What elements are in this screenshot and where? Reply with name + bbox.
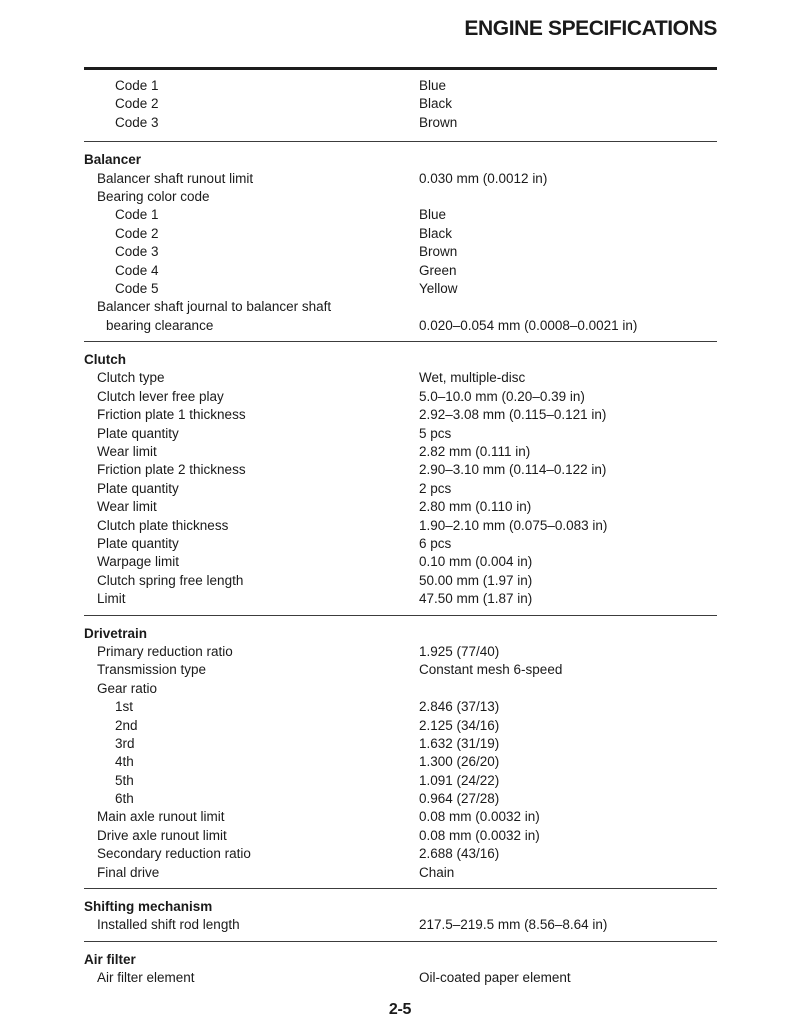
spec-label: Plate quantity [97,535,179,551]
spec-label: Balancer shaft runout limit [97,170,254,186]
spec-value: Brown [419,114,458,130]
spec-row [84,77,717,95]
spec-label: Code 1 [115,207,159,223]
page-content [84,0,717,994]
spec-row [84,388,717,406]
spec-label: Plate quantity [97,425,179,441]
spec-label: Limit [97,591,126,607]
spec-label: Primary reduction ratio [97,643,233,659]
spec-value: 1.90–2.10 mm (0.075–0.083 in) [419,517,608,533]
spec-row [84,262,717,280]
spec-label: Air filter element [97,970,195,986]
spec-value: Chain [419,864,455,880]
spec-value: 1.091 (24/22) [419,772,500,788]
spec-label: Balancer shaft journal to balancer shaft [97,299,332,315]
spec-table [84,70,717,994]
spec-row [84,916,717,934]
section-header: Clutch [84,352,126,368]
section-shifting-mechanism [84,888,717,941]
spec-value: Black [419,96,453,112]
spec-value: Green [419,262,457,278]
spec-row [84,969,717,987]
spec-value: Blue [419,207,447,223]
spec-row [84,443,717,461]
spec-value: Oil-coated paper element [419,970,571,986]
spec-label: Clutch plate thickness [97,517,229,533]
spec-label: Code 3 [115,114,159,130]
spec-value: 0.020–0.054 mm (0.0008–0.0021 in) [419,317,638,333]
spec-label: Drive axle runout limit [97,827,227,843]
spec-label: 6th [115,791,134,807]
spec-row [84,369,717,387]
section-drivetrain [84,615,717,888]
section-clutch [84,341,717,614]
spec-row [84,188,717,206]
spec-label: Wear limit [97,444,157,460]
spec-value: 217.5–219.5 mm (8.56–8.64 in) [419,917,608,933]
spec-row [84,790,717,808]
spec-row [84,225,717,243]
spec-value: 0.08 mm (0.0032 in) [419,809,540,825]
spec-label: Final drive [97,864,160,880]
spec-row [84,572,717,590]
spec-label: Wear limit [97,499,157,515]
section-header: Air filter [84,951,136,967]
spec-label: Code 5 [115,280,159,296]
page-title: ENGINE SPECIFICATIONS [464,17,717,40]
spec-label: Code 2 [115,96,159,112]
spec-value: 47.50 mm (1.87 in) [419,591,533,607]
spec-value [419,680,717,698]
spec-value: 2.82 mm (0.111 in) [419,444,531,460]
spec-label: 2nd [115,717,138,733]
spec-row [84,717,717,735]
spec-label: Gear ratio [97,680,158,696]
spec-row [84,553,717,571]
spec-value: Black [419,225,453,241]
spec-label: Main axle runout limit [97,809,225,825]
spec-label: Secondary reduction ratio [97,846,251,862]
spec-value [419,298,717,316]
spec-value: 0.030 mm (0.0012 in) [419,170,548,186]
spec-row [84,280,717,298]
spec-row [84,298,717,316]
spec-value: 2.125 (34/16) [419,717,500,733]
spec-value: 1.925 (77/40) [419,643,500,659]
spec-row [84,95,717,113]
spec-value: 1.632 (31/19) [419,735,500,751]
spec-row [84,753,717,771]
spec-row [84,461,717,479]
spec-label: Installed shift rod length [97,917,240,933]
spec-value: 50.00 mm (1.97 in) [419,572,533,588]
spec-label: Code 1 [115,78,159,93]
section-header: Drivetrain [84,625,148,641]
spec-row [84,425,717,443]
spec-row [84,535,717,553]
spec-label: Warpage limit [97,554,180,570]
spec-label: Friction plate 2 thickness [97,462,246,478]
spec-row [84,827,717,845]
page-number: 2-5 [388,1001,412,1018]
section-air-filter [84,941,717,994]
spec-value: 0.10 mm (0.004 in) [419,554,533,570]
spec-label: Clutch lever free play [97,388,224,404]
spec-label: Code 3 [115,244,159,260]
spec-row [84,680,717,698]
spec-row [84,114,717,132]
spec-value: 0.08 mm (0.0032 in) [419,827,540,843]
spec-row [84,243,717,261]
spec-row [84,517,717,535]
spec-row [84,317,717,335]
spec-value: 2 pcs [419,480,452,496]
spec-row [84,590,717,608]
spec-label: Clutch type [97,370,165,386]
spec-label: 4th [115,754,134,770]
spec-row [84,864,717,882]
spec-row [84,735,717,753]
spec-label: Transmission type [97,662,207,678]
spec-label: 3rd [115,735,135,751]
spec-label: Code 4 [115,262,159,278]
spec-label: Plate quantity [97,480,179,496]
section-header: Balancer [84,152,142,168]
spec-value: 2.80 mm (0.110 in) [419,499,532,515]
spec-row [84,206,717,224]
spec-row [84,661,717,679]
spec-value: 2.92–3.08 mm (0.115–0.121 in) [419,407,607,423]
spec-value: 6 pcs [419,535,452,551]
spec-value: 2.846 (37/13) [419,699,500,715]
spec-row [84,498,717,516]
spec-label: Bearing color code [97,188,210,204]
spec-label: bearing clearance [106,317,214,333]
section-header: Shifting mechanism [84,899,213,915]
spec-value: 0.964 (27/28) [419,791,500,807]
spec-label: Clutch spring free length [97,572,244,588]
spec-row [84,845,717,863]
spec-row [84,643,717,661]
spec-value: Blue [419,78,447,93]
spec-value: Brown [419,244,458,260]
spec-label: 1st [115,699,134,715]
spec-value: 1.300 (26/20) [419,754,500,770]
spec-value: 2.688 (43/16) [419,846,500,862]
section-balancer [84,141,717,341]
spec-value: 5.0–10.0 mm (0.20–0.39 in) [419,388,585,404]
spec-row [84,772,717,790]
spec-value: Yellow [419,280,458,296]
spec-value: Wet, multiple-disc [419,370,526,386]
spec-value [419,188,717,206]
spec-label: 5th [115,772,134,788]
spec-value: 5 pcs [419,425,452,441]
spec-row [84,170,717,188]
spec-value: Constant mesh 6-speed [419,662,563,678]
section-color-codes-continued [84,70,717,141]
spec-label: Friction plate 1 thickness [97,407,246,423]
spec-row [84,808,717,826]
spec-row [84,698,717,716]
spec-row [84,406,717,424]
spec-row [84,480,717,498]
spec-label: Code 2 [115,225,159,241]
spec-value: 2.90–3.10 mm (0.114–0.122 in) [419,462,607,478]
